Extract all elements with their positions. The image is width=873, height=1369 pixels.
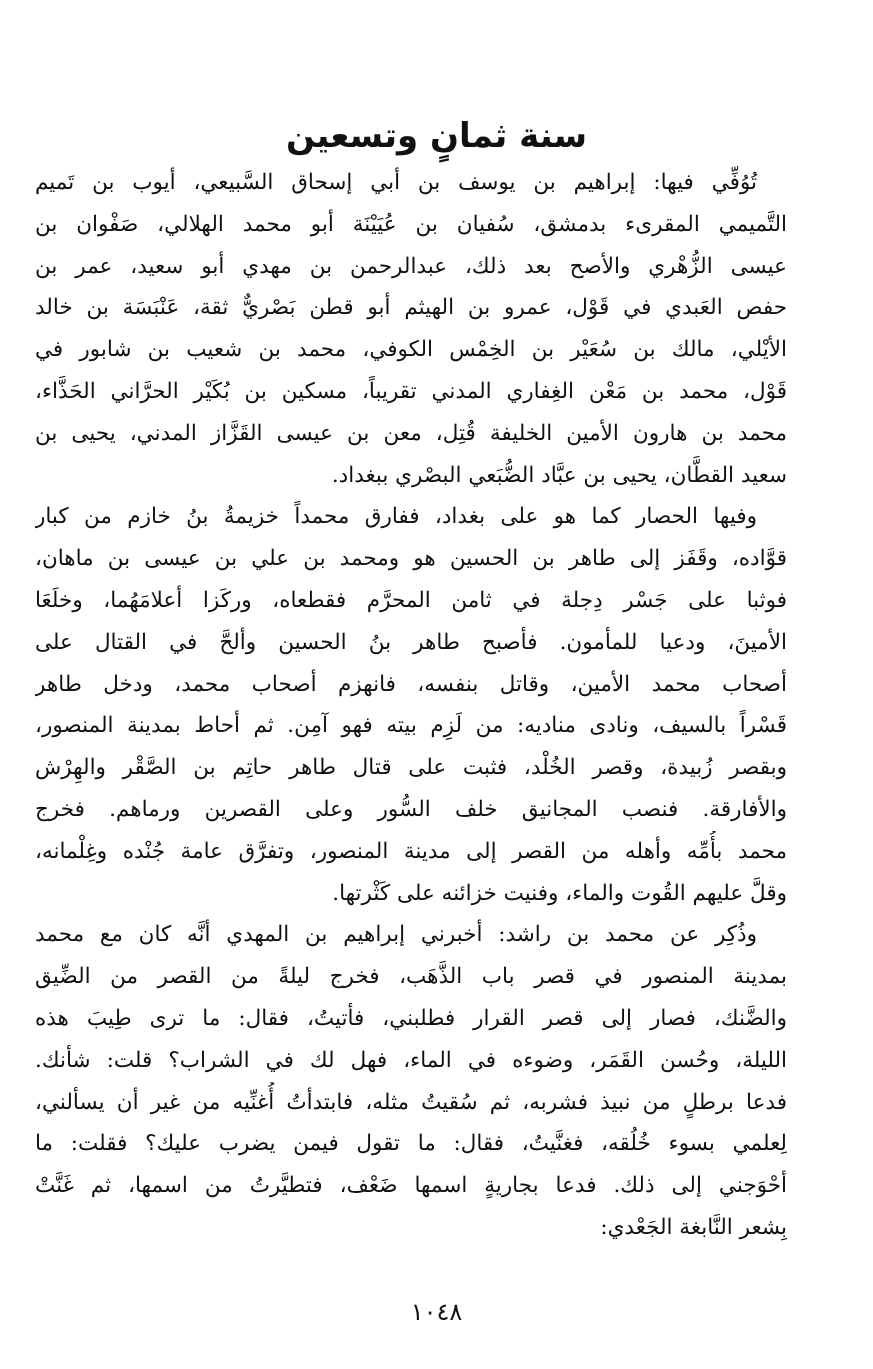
page-number: ١٠٤٨ xyxy=(410,1298,463,1326)
text-line: حفص العَبدي في قَوْل، عمرو بن الهيثم أبو قطن بَصْريٌّ ثقة، عَنْبَسَة بن خالد xyxy=(35,295,787,321)
text-line: لِعلمي بسوء خُلُقه، فغنَّيتُ، فقال: ما تقول فيمن يضرب عليك؟ فقلت: ما xyxy=(35,1131,787,1157)
text-line: والضَّنك، فصار إلى قصر القرار فطلبني، فأتيتُ، فقال: ما ترى طِيبَ هذه xyxy=(35,1005,787,1031)
text-line: قوَّاده، وقَفَز إلى طاهر بن الحسين هو ومحمد بن علي بن عيسى بن ماهان، xyxy=(35,546,787,572)
paragraph-deaths xyxy=(35,162,787,496)
text-line: الأيْلي، مالك بن سُعَيْر بن الخِمْس الكوفي، محمد بن شعيب بن شابور في xyxy=(35,337,787,363)
text-line: الأمينَ، ودعيا للمأمون. فأصبح طاهر بنُ الحسين وألحَّ في القتال على xyxy=(35,629,787,655)
text-line: سعيد القطَّان، يحيى بن عبَّاد الضُّبَعي البصْري ببغداد. xyxy=(331,462,787,488)
text-line: محمد بأُمِّه وأهله من القصر إلى مدينة المنصور، وتفرَّق عامة جُنْده وغِلْمانه، xyxy=(35,838,787,864)
text-line: قَسْراً بالسيف، ونادى مناديه: من لَزِم بيته فهو آمِن. ثم أحاط بمدينة المنصور، xyxy=(35,713,787,739)
text-line: الليلة، وحُسن القَمَر، وضوءه في الماء، فهل لك في الشراب؟ قلت: شأنك. xyxy=(35,1047,787,1073)
text-line: التَّميمي المقرىء بدمشق، سُفيان بن عُيَيْنَة أبو محمد الهلالي، صَفْوان بن xyxy=(35,211,787,237)
text-line: قَوْل، محمد بن مَعْن الغِفاري المدني تقريباً، مسكين بن بُكَيْر الحرَّاني الحَذَّاء، xyxy=(35,378,787,404)
chapter-title: سنة ثمانٍ وتسعين xyxy=(285,116,588,156)
text-line: وقلَّ عليهم القُوت والماء، وفنيت خزائنه على كَثْرتها. xyxy=(332,880,787,906)
text-line: أصحاب محمد الأمين، وقاتل بنفسه، فانهزم أصحاب محمد، ودخل طاهر xyxy=(35,671,787,697)
text-line: بمدينة المنصور في قصر باب الذَّهَب، فخرج ليلةً من القصر من الضِّيق xyxy=(35,964,787,990)
text-line: بِشعر النَّابغة الجَعْدي: xyxy=(600,1214,787,1240)
text-line: محمد بن هارون الأمين الخليفة قُتِل، معن بن عيسى القَزَّاز المدني، يحيى بن xyxy=(35,420,787,446)
text-line: أحْوَجني إلى ذلك. فدعا بجاريةٍ اسمها ضَعْف، فتطيَّرتُ من اسمها، ثم غَنَّتْ xyxy=(35,1173,787,1199)
text-line: فوثبا على جَسْر دِجلة في ثامن المحرَّم فقطعاه، وركَزا أعلامَهُما، وخلَعَا xyxy=(35,587,787,613)
text-line: فدعا برطلٍ من نبيذ فشربه، ثم سُقيتُ مثله، فابتدأتُ أُغنِّيه من غير أن يسألني، xyxy=(35,1089,787,1115)
text-line: وبقصر زُبيدة، وقصر الخُلْد، فثبت على قتال طاهر حاتِم بن الصَّقْر والهِرْش xyxy=(35,755,787,781)
text-line: وذُكِر عن محمد بن راشد: أخبرني إبراهيم بن المهدي أنَّه كان مع محمد xyxy=(35,922,757,948)
text-line: والأفارقة. فنصب المجانيق خلف السُّور وعلى القصرين ورماهم. فخرج xyxy=(35,796,787,822)
body-text xyxy=(35,162,787,1249)
paragraph-narration xyxy=(35,914,787,1248)
text-line: عيسى الزُّهْري والأصح بعد ذلك، عبدالرحمن بن مهدي أبو سعيد، عمر بن xyxy=(35,253,787,279)
text-line: تُوُفِّي فيها: إبراهيم بن يوسف بن أبي إسحاق السَّبيعي، أيوب بن تَميم xyxy=(35,170,757,195)
paragraph-siege xyxy=(35,496,787,914)
text-line: وفيها الحصار كما هو على بغداد، ففارق محمداً خزيمةُ بنُ خازم من كبار xyxy=(35,504,757,530)
